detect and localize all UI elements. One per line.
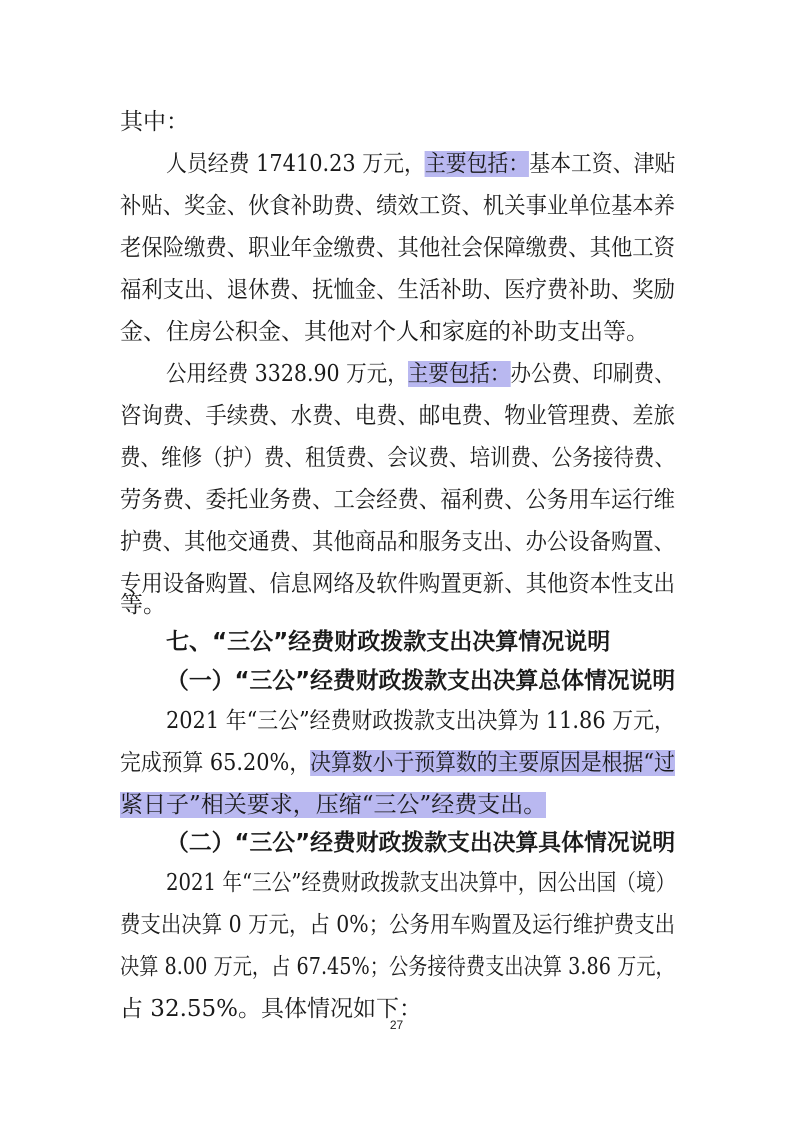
paragraph-line: 护费、其他交通费、其他商品和服务支出、办公设备购置、: [120, 529, 675, 555]
highlighted-text: 决算数小于预算数的主要原因是根据“过: [310, 750, 675, 776]
paragraph-line: 补贴、奖金、伙食补助费、绩效工资、机关事业单位基本养: [120, 193, 675, 219]
subsection-heading: （二）“三公”经费财政拨款支出决算具体情况说明: [166, 830, 676, 856]
highlighted-text: 紧日子”相关要求，压缩“三公”经费支出。: [120, 792, 547, 818]
page-number: 27: [389, 1018, 404, 1032]
text-span: 公用经费 3328.90 万元，: [166, 361, 408, 387]
paragraph-line: 2021 年“三公”经费财政拨款支出决算中，因公出国（境）: [166, 870, 676, 896]
text-span: 人员经费 17410.23 万元，: [166, 151, 425, 177]
paragraph-line: [166, 147, 675, 181]
paragraph-line: [120, 788, 546, 822]
paragraph-line: [120, 746, 675, 780]
section-heading: 七、“三公”经费财政拨款支出决算情况说明: [166, 629, 611, 655]
text-span: 完成预算 65.20%，: [120, 750, 311, 776]
highlighted-text: 主要包括：: [407, 361, 511, 387]
text-span: 办公费、印刷费、: [510, 361, 675, 387]
paragraph-line: [166, 357, 675, 391]
subsection-heading: （一）“三公”经费财政拨款支出决算总体情况说明: [166, 668, 676, 694]
paragraph-line: 劳务费、委托业务费、工会经费、福利费、公务用车运行维: [120, 487, 675, 513]
paragraph-line: 专用设备购置、信息网络及软件购置更新、其他资本性支出: [120, 571, 675, 597]
paragraph-line: 占 32.55%。具体情况如下：: [120, 996, 423, 1022]
paragraph-line: 等。: [120, 592, 166, 618]
text-span: 基本工资、津贴: [529, 151, 676, 177]
highlighted-text: 主要包括：: [424, 151, 530, 177]
paragraph-line: 咨询费、手续费、水费、电费、邮电费、物业管理费、差旅: [120, 403, 675, 429]
paragraph-line: 2021 年“三公”经费财政拨款支出决算为 11.86 万元，: [166, 708, 675, 734]
paragraph-line: 决算 8.00 万元，占 67.45%；公务接待费支出决算 3.86 万元，: [120, 954, 675, 980]
paragraph-line: 其中：: [120, 109, 189, 135]
paragraph-line: 金、住房公积金、其他对个人和家庭的补助支出等。: [120, 319, 649, 345]
paragraph-line: 福利支出、退休费、抚恤金、生活补助、医疗费补助、奖励: [120, 277, 675, 303]
paragraph-line: 费、维修（护）费、租赁费、会议费、培训费、公务接待费、: [120, 445, 675, 471]
paragraph-line: 老保险缴费、职业年金缴费、其他社会保障缴费、其他工资: [120, 235, 675, 261]
paragraph-line: 费支出决算 0 万元，占 0%；公务用车购置及运行维护费支出: [120, 912, 676, 938]
